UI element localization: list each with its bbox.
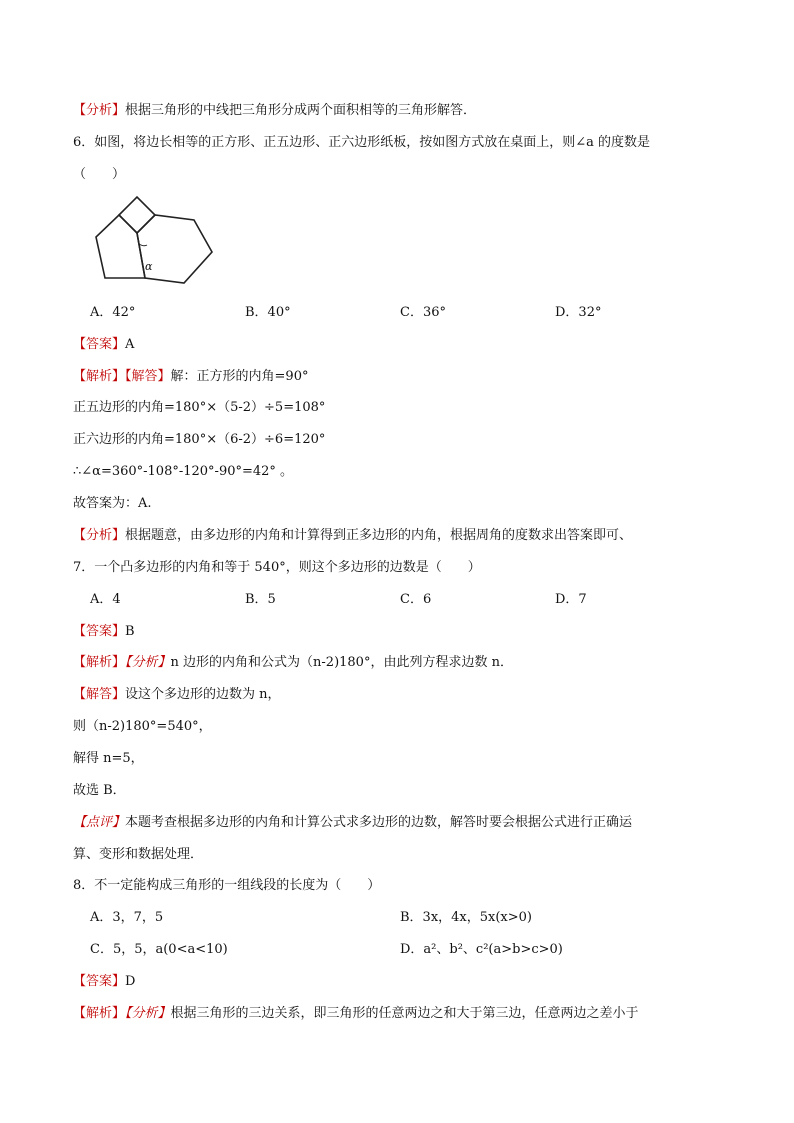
q8-option-a: A．3，7，5 [90,910,164,925]
pentagon-shape [96,215,145,278]
answer-value: A [125,337,135,352]
analysis-text: 根据题意，由多边形的内角和计算得到正多边形的内角，根据周角的度数求出答案即可、 [125,528,633,543]
q8-answer [73,973,135,991]
alpha-label: α [145,260,153,273]
analysis-text: n 边形的内角和公式为（n-2)180°，由此列方程求边数 n． [170,655,513,670]
q7-solution-line2 [73,686,281,704]
comment-tag: 【点评】 [73,815,126,830]
q7-option-d: D．7 [555,592,587,607]
analysis-text: 根据三角形的中线把三角形分成两个面积相等的三角形解答． [125,103,477,118]
q7-option-b: B．5 [245,592,276,607]
q6-answer [73,336,134,354]
q7-answer [73,623,135,641]
q7-comment-line1 [73,814,632,832]
analysis-tag: 【分析】 [73,103,126,118]
analysis-text: 根据三角形的三边关系，即三角形的任意两边之和大于第三边，任意两边之差小于 [170,1006,639,1021]
q6-option-d: D．32° [555,305,602,320]
question-6-paren: （ ） [73,167,126,182]
q6-solution-line1 [73,368,308,386]
q7-comment-line2: 算、变形和数据处理． [73,847,204,862]
polygon-figure [90,192,220,292]
analysis-line-prev [73,102,476,120]
q7-solution-line5: 故选 B． [73,783,126,798]
q6-solution-line4: ∴∠α=360°-108°-120°-90°=42° 。 [73,464,294,479]
question-8-stem: 8．不一定能构成三角形的一组线段的长度为（ ） [73,878,381,893]
answer-value: B [125,624,135,639]
q7-solution-line3: 则（n-2)180°=540°， [73,719,212,734]
answer-tag: 【答案】 [73,974,126,989]
q8-option-b: B．3x，4x，5x(x>0) [400,910,532,925]
q6-option-a: A．42° [90,305,136,320]
answer-tag: 【答案】 [73,337,126,352]
q7-option-c: C．6 [400,592,432,607]
analysis-tag: 【分析】 [125,1006,171,1021]
q6-option-c: C．36° [400,305,446,320]
q7-solution-line4: 解得 n=5， [73,751,144,766]
analysis-tag: 【分析】 [125,655,171,670]
solution-text: 解：正方形的内角=90° [170,369,309,384]
analysis-tag: 【分析】 [73,528,126,543]
jieda-tag: 【解答】 [73,687,126,702]
q6-analysis [73,527,632,545]
square-shape [119,197,155,233]
q6-solution-line5: 故答案为：A. [73,496,152,511]
q6-solution-line3: 正六边形的内角=180°×（6-2）÷6=120° [73,432,326,447]
q8-option-c: C．5，5，a(0<a<10) [90,942,228,957]
q7-solution-line1 [73,654,513,672]
question-7-stem: 7．一个凸多边形的内角和等于 540°，则这个多边形的边数是（ ） [73,560,481,575]
answer-tag: 【答案】 [73,624,126,639]
jiexi-tag: 【解析】 [73,1006,126,1021]
q6-option-b: B．40° [245,305,291,320]
q8-option-d: D．a²、b²、c²(a>b>c>0) [400,942,563,957]
comment-text: 本题考查根据多边形的内角和计算公式求多边形的边数，解答时要会根据公式进行正确运 [125,815,633,830]
solution-text: 设这个多边形的边数为 n， [125,687,281,702]
jiexi-tag: 【解析】 [73,369,126,384]
jieda-tag: 【解答】 [125,369,171,384]
question-6-stem: 6．如图，将边长相等的正方形、正五边形、正六边形纸板，按如图方式放在桌面上，则∠a 的度数是 [73,135,651,150]
jiexi-tag: 【解析】 [73,655,126,670]
answer-value: D [125,974,136,989]
q6-solution-line2: 正五边形的内角=180°×（5-2）÷5=108° [73,400,326,415]
q7-option-a: A．4 [90,592,121,607]
q8-solution-line1 [73,1005,639,1023]
